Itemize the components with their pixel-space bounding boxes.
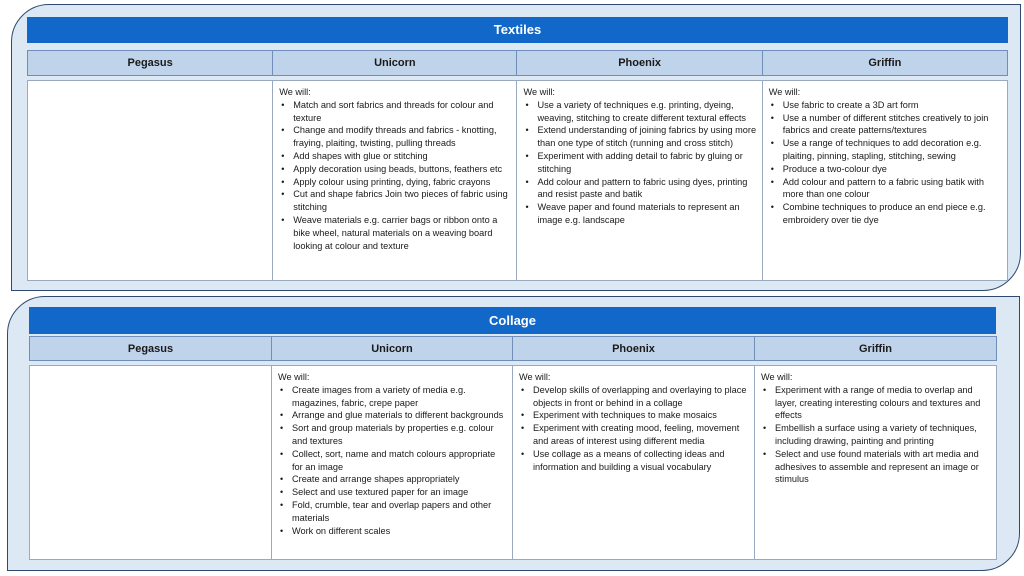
- list-item: • Experiment with techniques to make mosaics: [533, 409, 749, 422]
- collage-table: [29, 336, 997, 560]
- list-item: • Use collage as a means of collecting ideas and information and building a visual vocabulary: [533, 448, 749, 474]
- intro-text: We will:: [278, 372, 310, 382]
- griffin-cell: [755, 366, 997, 560]
- list-item: • Develop skills of overlapping and overlaying to place objects in front or behind in a collage: [533, 384, 749, 410]
- objectives-list: [278, 384, 507, 538]
- list-item: • Experiment with a range of media to overlap and layer, creating interesting colours and textures and effects: [775, 384, 991, 422]
- collage-title: Collage: [29, 307, 996, 334]
- list-item: • Use fabric to create a 3D art form: [783, 99, 1002, 112]
- list-item: • Produce a two-colour dye: [783, 163, 1002, 176]
- list-item: • Experiment with adding detail to fabric by gluing or stitching: [537, 150, 756, 176]
- objectives-list: [523, 99, 756, 227]
- pegasus-cell: [28, 81, 273, 281]
- list-item: • Match and sort fabrics and threads for colour and texture: [293, 99, 511, 125]
- objectives-list: [761, 384, 991, 486]
- collage-header-row: [30, 337, 997, 361]
- list-item: • Add colour and pattern to fabric using dyes, printing and resist paste and batik: [537, 176, 756, 202]
- textiles-table: [27, 50, 1008, 281]
- list-item: • Create images from a variety of media e.g. magazines, fabric, crepe paper: [292, 384, 507, 410]
- list-item: • Select and use found materials with art media and adhesives to assemble and represent an image or stimulus: [775, 448, 991, 486]
- list-item: • Apply colour using printing, dying, fabric crayons: [293, 176, 511, 189]
- list-item: • Collect, sort, name and match colours appropriate for an image: [292, 448, 507, 474]
- list-item: • Arrange and glue materials to different backgrounds: [292, 409, 507, 422]
- textiles-header-row: [28, 51, 1008, 76]
- intro-text: We will:: [519, 372, 551, 382]
- list-item: • Change and modify threads and fabrics - knotting, fraying, plaiting, twisting, pulling threads: [293, 124, 511, 150]
- header-griffin: Griffin: [755, 337, 997, 361]
- list-item: • Weave materials e.g. carrier bags or ribbon onto a bike wheel, natural materials on a weaving board looking at colour and texture: [293, 214, 511, 252]
- phoenix-cell: [517, 81, 762, 281]
- griffin-cell: [762, 81, 1007, 281]
- list-item: • Cut and shape fabrics Join two pieces of fabric using stitching: [293, 188, 511, 214]
- header-pegasus: Pegasus: [28, 51, 273, 76]
- header-unicorn: Unicorn: [272, 337, 513, 361]
- list-item: • Use a number of different stitches creatively to join fabrics and create patterns/textures: [783, 112, 1002, 138]
- list-item: • Add shapes with glue or stitching: [293, 150, 511, 163]
- list-item: • Add colour and pattern to a fabric using batik with more than one colour: [783, 176, 1002, 202]
- intro-text: We will:: [761, 372, 793, 382]
- list-item: • Combine techniques to produce an end piece e.g. embroidery over tie dye: [783, 201, 1002, 227]
- list-item: • Select and use textured paper for an image: [292, 486, 507, 499]
- header-phoenix: Phoenix: [513, 337, 755, 361]
- intro-text: We will:: [768, 87, 801, 97]
- list-item: • Weave paper and found materials to represent an image e.g. landscape: [537, 201, 756, 227]
- intro-text: We will:: [523, 87, 555, 97]
- objectives-list: [279, 99, 511, 253]
- intro-text: We will:: [279, 87, 311, 97]
- header-pegasus: Pegasus: [30, 337, 272, 361]
- list-item: • Sort and group materials by properties e.g. colour and textures: [292, 422, 507, 448]
- textiles-panel: [11, 4, 1021, 291]
- list-item: • Create and arrange shapes appropriately: [292, 473, 507, 486]
- list-item: • Embellish a surface using a variety of techniques, including drawing, painting and printing: [775, 422, 991, 448]
- list-item: • Work on different scales: [292, 525, 507, 538]
- unicorn-cell: [273, 81, 517, 281]
- list-item: • Fold, crumble, tear and overlap papers and other materials: [292, 499, 507, 525]
- header-unicorn: Unicorn: [273, 51, 517, 76]
- list-item: • Extend understanding of joining fabrics by using more than one type of stitch (running and cross stitch): [537, 124, 756, 150]
- textiles-title: Textiles: [27, 17, 1008, 43]
- list-item: • Use a range of techniques to add decoration e.g. plaiting, pinning, stapling, stitching, sewing: [783, 137, 1002, 163]
- collage-panel: [7, 296, 1020, 571]
- header-phoenix: Phoenix: [517, 51, 762, 76]
- list-item: • Experiment with creating mood, feeling, movement and areas of interest using different media: [533, 422, 749, 448]
- header-griffin: Griffin: [762, 51, 1007, 76]
- phoenix-cell: [513, 366, 755, 560]
- pegasus-cell: [30, 366, 272, 560]
- unicorn-cell: [272, 366, 513, 560]
- textiles-content-row: [28, 81, 1008, 281]
- list-item: • Apply decoration using beads, buttons, feathers etc: [293, 163, 511, 176]
- objectives-list: [519, 384, 749, 474]
- collage-content-row: [30, 366, 997, 560]
- list-item: • Use a variety of techniques e.g. printing, dyeing, weaving, stitching to create different textural effects: [537, 99, 756, 125]
- objectives-list: [769, 99, 1002, 227]
